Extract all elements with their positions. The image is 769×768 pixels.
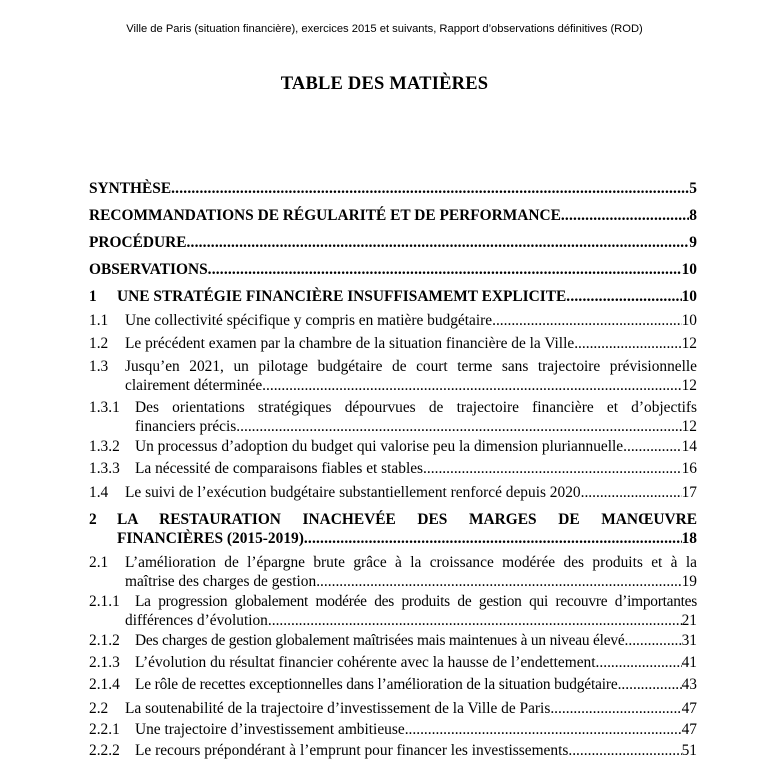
toc-entry-label: La nécessité de comparaisons fiables et stables [135, 460, 424, 477]
toc-entry-number: 2 [89, 511, 97, 528]
toc-entry-label: Une trajectoire d’investissement ambitieuse [135, 721, 405, 738]
toc-entry-label: Des orientations stratégiques dépourvues de trajectoire financière et d’objectifs [135, 399, 697, 416]
dot-leader [568, 741, 681, 760]
toc-entry-page: 31 [681, 632, 697, 649]
dot-leader [405, 720, 682, 739]
toc-entry-number: 1.3.2 [89, 438, 120, 455]
toc-entry-page: 47 [681, 700, 697, 717]
toc-entry-page: 21 [681, 612, 697, 629]
toc-entry-number: 1.1 [89, 312, 109, 329]
toc-entry-label: UNE STRATÉGIE FINANCIÈRE INSUFFISAMEMT EXPLICITE [117, 288, 567, 305]
toc-entry-number: 2.1.1 [89, 593, 120, 610]
toc-entry-label-cont: financiers précis [135, 418, 237, 435]
dot-leader [268, 611, 682, 630]
toc-entry-label: L’amélioration de l’épargne brute grâce à la croissance modérée des produits et à la [125, 554, 697, 571]
dot-leader [208, 260, 682, 279]
toc-entry-page: 17 [681, 484, 697, 501]
toc-entry[interactable] [89, 553, 697, 591]
dot-leader [561, 206, 689, 225]
toc-entry-page: 9 [689, 234, 697, 251]
toc-entry[interactable] [89, 741, 697, 760]
toc-entry-number: 2.2.1 [89, 721, 120, 738]
toc-entry-number: 2.2 [89, 700, 109, 717]
toc-entry[interactable] [89, 675, 697, 694]
toc-entry-label: Des charges de gestion globalement maîtrisées mais maintenues à un niveau élevé [135, 632, 625, 649]
dot-leader [316, 572, 681, 591]
toc-entry[interactable] [89, 179, 697, 198]
dot-leader [304, 529, 682, 548]
toc-entry-number: 1.3.3 [89, 460, 120, 477]
toc-entry[interactable] [89, 260, 697, 279]
toc-entry[interactable] [89, 720, 697, 739]
dot-leader [171, 179, 689, 198]
dot-leader [236, 417, 681, 436]
toc-entry-number: 2.1.3 [89, 654, 120, 671]
dot-leader [625, 631, 682, 650]
dot-leader [581, 483, 682, 502]
toc-entry-page: 5 [689, 180, 697, 197]
toc-entry-page: 43 [681, 676, 697, 693]
toc-entry[interactable] [89, 437, 697, 456]
toc-entry-number: 1.4 [89, 484, 109, 501]
toc-entry-page: 12 [681, 335, 697, 352]
toc-entry[interactable] [89, 631, 697, 650]
toc-entry-number: 2.2.2 [89, 742, 120, 759]
toc-entry[interactable] [89, 483, 697, 502]
toc-entry-page: 51 [681, 742, 697, 759]
dot-leader [596, 653, 682, 672]
toc-entry-number: 2.1.4 [89, 676, 120, 693]
toc-entry-label: Le rôle de recettes exceptionnelles dans l’amélioration de la situation budgétaire [135, 676, 618, 693]
dot-leader [574, 334, 681, 353]
toc-entry-label: Une collectivité spécifique y compris en matière budgétaire [125, 312, 493, 329]
toc-entry[interactable] [89, 653, 697, 672]
toc-entry-label: SYNTHÈSE [89, 180, 172, 197]
toc-entry-page: 12 [681, 418, 697, 435]
toc-entry[interactable] [89, 311, 697, 330]
toc-entry-label: Le suivi de l’exécution budgétaire substantiellement renforcé depuis 2020 [125, 484, 581, 501]
toc-entry-number: 1.3 [89, 358, 109, 375]
toc-entry-label: Un processus d’adoption du budget qui valorise peu la dimension pluriannuelle [135, 438, 624, 455]
toc-entry[interactable] [89, 357, 697, 395]
toc-entry-page: 19 [681, 573, 697, 590]
toc-entry-page: 8 [689, 207, 697, 224]
toc-entry-label-cont: clairement déterminée [125, 377, 263, 394]
toc-entry-page: 14 [681, 438, 697, 455]
page-title: TABLE DES MATIÈRES [280, 74, 489, 94]
toc-entry-number: 2.1 [89, 554, 109, 571]
toc-entry-number: 1.2 [89, 335, 109, 352]
toc-entry-label-cont: maîtrise des charges de gestion [125, 573, 317, 590]
toc-entry-label-cont: différences d’évolution [125, 612, 268, 629]
toc-entry-label-cont: FINANCIÈRES (2015-2019) [117, 530, 304, 547]
toc-entry-page: 10 [681, 312, 697, 329]
toc-entry-label: La progression globalement modérée des produits de gestion qui recouvre d’importantes [135, 593, 697, 610]
toc-entry[interactable] [89, 459, 697, 478]
toc-entry-label: OBSERVATIONS [89, 261, 208, 278]
toc-entry-label: PROCÉDURE [89, 234, 187, 251]
dot-leader [550, 699, 681, 718]
dot-leader [262, 376, 681, 395]
toc-entry[interactable] [89, 334, 697, 353]
toc-entry-number: 1 [89, 288, 97, 305]
toc-entry-label: RECOMMANDATIONS DE RÉGULARITÉ ET DE PERFORMANCE [89, 207, 561, 224]
toc-entry[interactable] [89, 233, 697, 252]
dot-leader [566, 287, 681, 306]
toc-entry-page: 16 [681, 460, 697, 477]
toc-entry-page: 10 [681, 288, 697, 305]
toc-entry-label: LA RESTAURATION INACHEVÉE DES MARGES DE MANŒUVRE [117, 511, 697, 528]
toc-entry-number: 2.1.2 [89, 632, 120, 649]
toc-entry-page: 47 [681, 721, 697, 738]
toc-entry-page: 18 [681, 530, 697, 547]
toc-entry-label: La soutenabilité de la trajectoire d’investissement de la Ville de Paris [125, 700, 551, 717]
dot-leader [618, 675, 682, 694]
running-header: Ville de Paris (situation financière), exercices 2015 et suivants, Rapport d’observations définitives (ROD) [126, 23, 643, 35]
toc-entry[interactable] [89, 510, 697, 548]
dot-leader [623, 437, 681, 456]
toc-entry[interactable] [89, 206, 697, 225]
toc-entry-label: Jusqu’en 2021, un pilotage budgétaire de court terme sans trajectoire prévisionnelle [125, 358, 697, 375]
toc-entry-number: 1.3.1 [89, 399, 120, 416]
dot-leader [186, 233, 689, 252]
toc-entry-page: 41 [681, 654, 697, 671]
toc-entry-label: Le précédent examen par la chambre de la situation financière de la Ville [125, 335, 575, 352]
dot-leader [492, 311, 682, 330]
dot-leader [423, 459, 682, 478]
toc-entry-page: 10 [681, 261, 697, 278]
toc-entry[interactable] [89, 592, 697, 630]
toc-entry-label: Le recours prépondérant à l’emprunt pour financer les investissements [135, 742, 569, 759]
toc-entry-page: 12 [681, 377, 697, 394]
toc-entry[interactable] [89, 398, 697, 436]
toc-entry[interactable] [89, 699, 697, 718]
toc-entry-label: L’évolution du résultat financier cohérente avec la hausse de l’endettement [135, 654, 596, 671]
toc-entry[interactable] [89, 287, 697, 306]
